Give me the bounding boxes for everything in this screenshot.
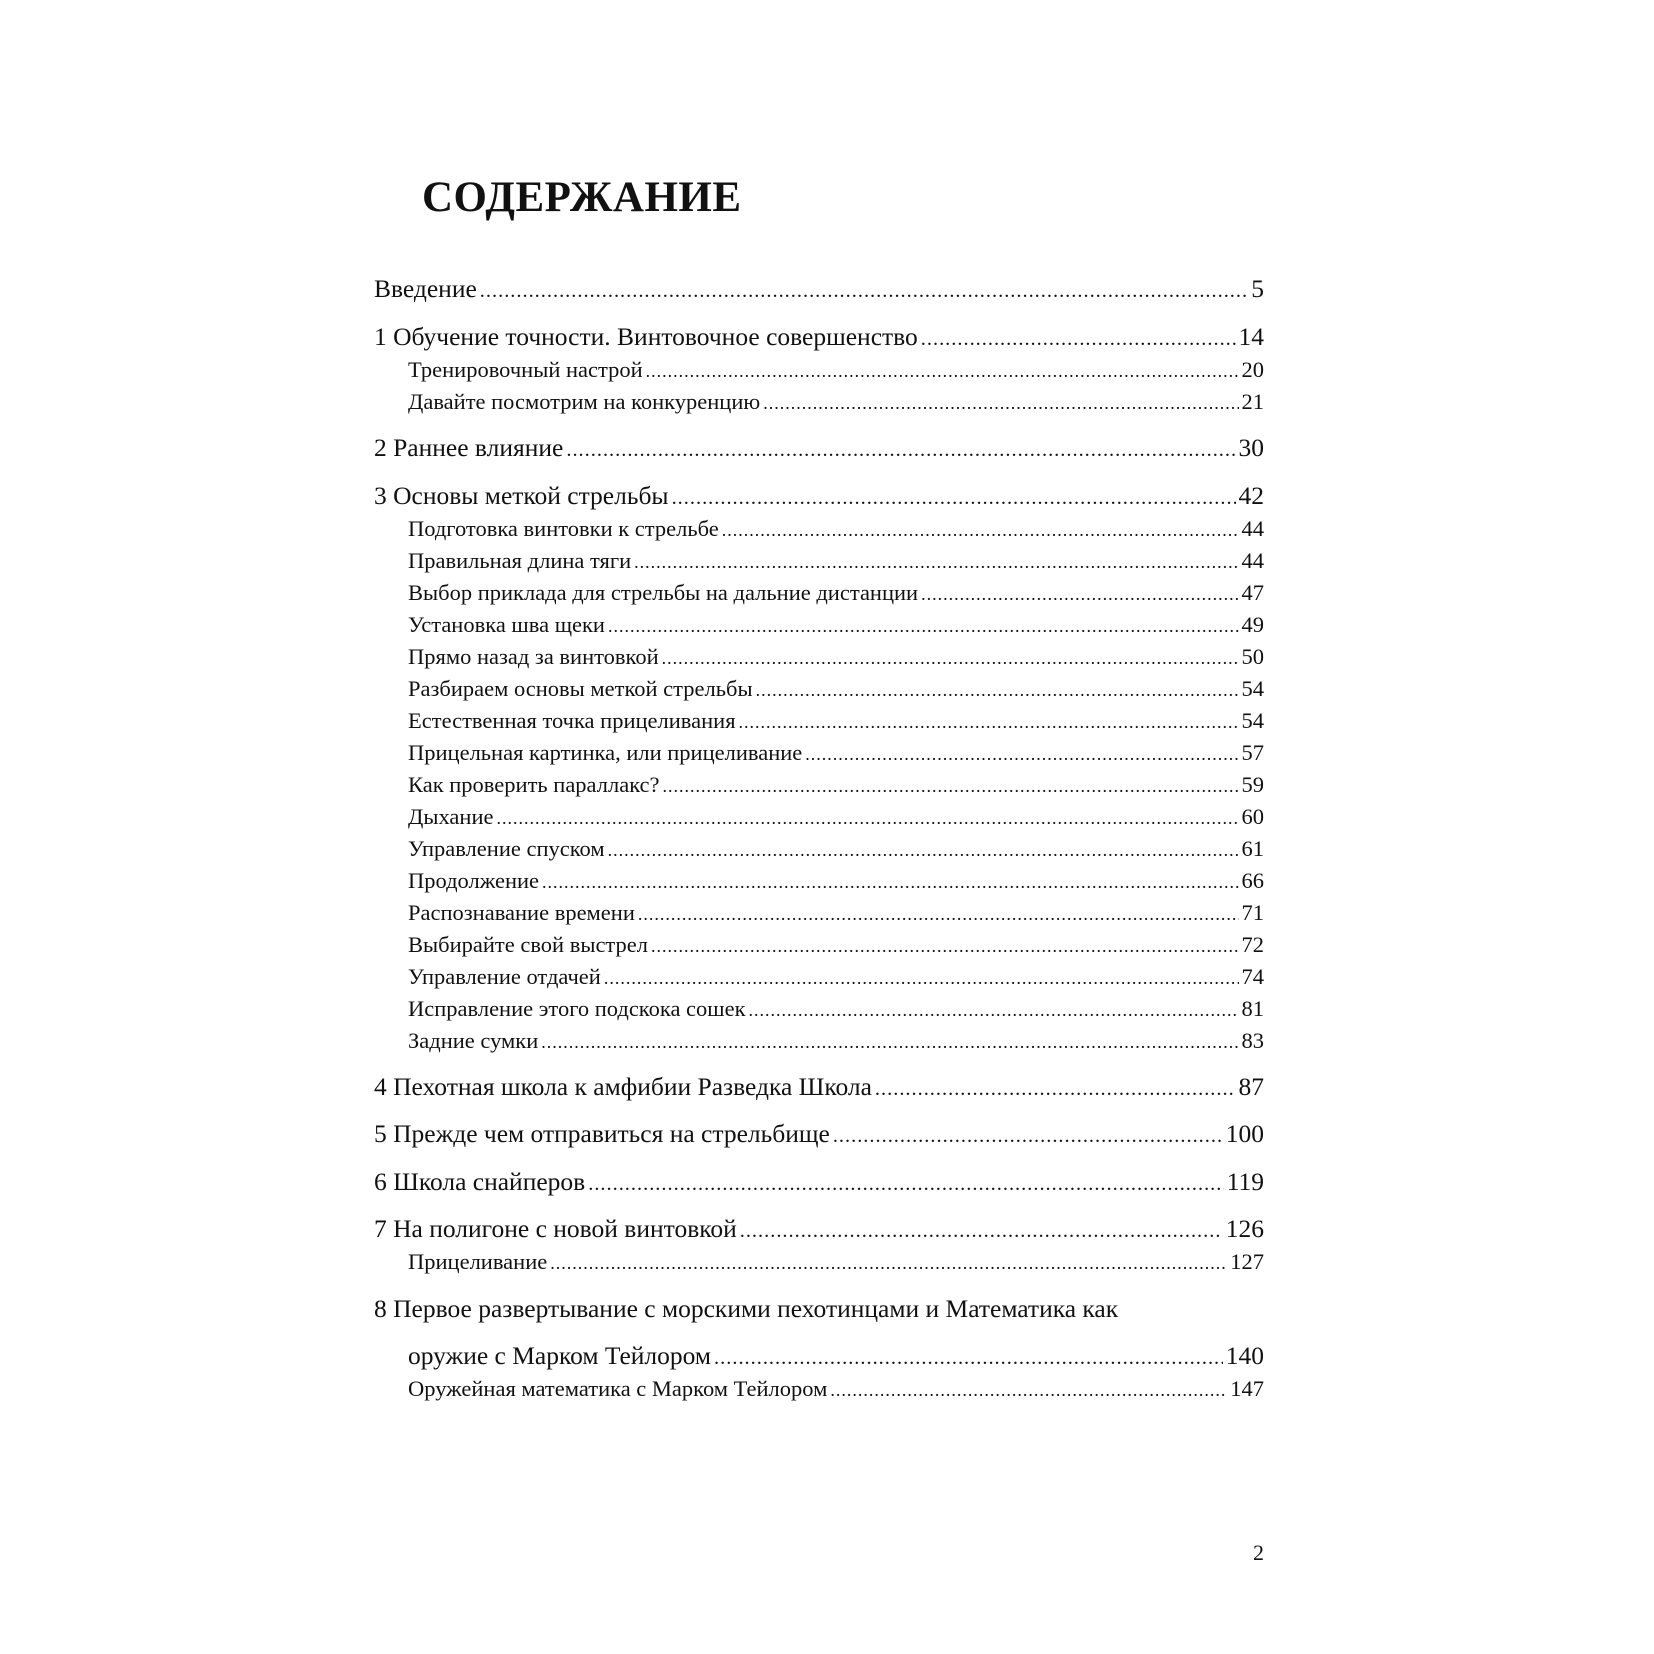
toc-entry-page: 54 (1241, 708, 1264, 733)
toc-section-entry (374, 770, 1264, 800)
toc-entry-page: 119 (1226, 1167, 1264, 1196)
toc-chapter-entry (374, 274, 1264, 304)
toc-entry-title: 5 Прежде чем отправиться на стрельбище (374, 1119, 830, 1148)
toc-entry-page: 147 (1230, 1376, 1264, 1401)
dot-leader (672, 481, 1236, 513)
toc-section-entry (374, 546, 1264, 576)
toc-entry-title: Установка шва щеки (408, 612, 605, 637)
toc-entry-page: 81 (1241, 996, 1264, 1021)
dot-leader (496, 802, 1238, 833)
toc-section-entry (374, 898, 1264, 928)
toc-entry-page: 42 (1238, 481, 1264, 510)
toc-entry-page: 74 (1241, 964, 1264, 989)
toc-entry-title: 7 На полигоне с новой винтовкой (374, 1214, 737, 1243)
dot-leader (604, 962, 1239, 993)
toc-entry-page: 72 (1241, 932, 1264, 957)
toc-entry-title: Как проверить параллакс? (408, 772, 660, 797)
dot-leader (763, 387, 1238, 418)
toc-entry-title: Давайте посмотрим на конкуренцию (408, 389, 761, 414)
toc-entry-page: 20 (1241, 357, 1264, 382)
dot-leader (566, 433, 1235, 465)
toc-entry-page: 83 (1241, 1028, 1264, 1053)
toc-entry-page: 100 (1225, 1119, 1264, 1148)
toc-section-entry (374, 834, 1264, 864)
toc-section-entry (374, 642, 1264, 672)
dot-leader (921, 322, 1236, 354)
toc-chapter-entry (374, 433, 1264, 463)
toc-section-entry (374, 930, 1264, 960)
toc-entry-page: 50 (1241, 644, 1264, 669)
toc-entry-page: 47 (1241, 580, 1264, 605)
dot-leader (550, 1247, 1227, 1278)
toc-chapter-entry (374, 1072, 1264, 1102)
dot-leader (739, 706, 1239, 737)
toc-entry-page: 59 (1241, 772, 1264, 797)
toc-section-entry (374, 802, 1264, 832)
dot-leader (833, 1119, 1223, 1151)
toc-entry-page: 44 (1241, 516, 1264, 541)
toc-section-entry (374, 514, 1264, 544)
toc-entry-page: 127 (1230, 1249, 1264, 1274)
toc-section-entry (374, 1026, 1264, 1056)
toc-entry-page: 140 (1225, 1341, 1264, 1370)
dot-leader (740, 1214, 1223, 1246)
toc-chapter-entry (374, 1214, 1264, 1244)
toc-section-entry (374, 387, 1264, 417)
dot-leader (608, 610, 1239, 641)
dot-leader (875, 1072, 1236, 1104)
page-number: 2 (1253, 1540, 1264, 1565)
toc-entry-title: Выбирайте свой выстрел (408, 932, 649, 957)
toc-entry-page: 57 (1241, 740, 1264, 765)
toc-entry-title: Дыхание (408, 804, 494, 829)
dot-leader (830, 1374, 1227, 1405)
page-title: СОДЕРЖАНИЕ (422, 174, 742, 221)
toc-section-entry (374, 962, 1264, 992)
toc-entry-title: 6 Школа снайперов (374, 1167, 586, 1196)
dot-leader (805, 738, 1238, 769)
toc-entry-title: 8 Первое развертывание с морскими пехотинцами и Математика как (374, 1294, 1119, 1323)
toc-entry-title: Естественная точка прицеливания (408, 708, 736, 733)
dot-leader (651, 930, 1238, 961)
toc-entry-title: Введение (374, 274, 477, 303)
toc-entry-title: Прицеливание (408, 1249, 548, 1274)
toc-entry-page: 21 (1241, 389, 1264, 414)
toc-entry-title: Задние сумки (408, 1028, 539, 1053)
dot-leader (588, 1167, 1223, 1199)
dot-leader (608, 834, 1239, 865)
dot-leader (634, 546, 1238, 577)
toc-section-entry (374, 994, 1264, 1024)
toc-chapter-entry (374, 1341, 1264, 1371)
toc-entry-title: оружие с Марком Тейлором (408, 1341, 712, 1370)
toc-entry-page: 14 (1238, 322, 1264, 351)
toc-chapter-entry (374, 322, 1264, 352)
dot-leader (722, 514, 1239, 545)
toc-entry-page: 126 (1225, 1214, 1264, 1243)
toc-entry-title: 3 Основы меткой стрельбы (374, 481, 669, 510)
toc-entry-page: 5 (1251, 274, 1264, 303)
dot-leader (542, 866, 1238, 897)
toc-chapter-entry (374, 481, 1264, 511)
toc-entry-title: Оружейная математика с Марком Тейлором (408, 1376, 828, 1401)
toc-entry-title: Тренировочный настрой (408, 357, 643, 382)
toc-entry-title: Подготовка винтовки к стрельбе (408, 516, 719, 541)
toc-section-entry (374, 866, 1264, 896)
toc-section-entry (374, 355, 1264, 385)
dot-leader (638, 898, 1239, 929)
dot-leader (646, 355, 1239, 386)
toc-section-entry (374, 610, 1264, 640)
dot-leader (662, 642, 1239, 673)
toc-entry-title: Продолжение (408, 868, 540, 893)
toc-section-entry (374, 1247, 1264, 1277)
toc-entry-title: Правильная длина тяги (408, 548, 632, 573)
toc-entry-page: 71 (1241, 900, 1264, 925)
toc-entry-title: Распознавание времени (408, 900, 635, 925)
toc-entry-page: 66 (1241, 868, 1264, 893)
toc-section-entry (374, 706, 1264, 736)
toc-entry-title: 1 Обучение точности. Винтовочное совершенство (374, 322, 918, 351)
toc-entry-page: 44 (1241, 548, 1264, 573)
toc-entry-title: 2 Раннее влияние (374, 433, 564, 462)
toc-section-entry (374, 674, 1264, 704)
toc-chapter-entry (374, 1119, 1264, 1149)
dot-leader (541, 1026, 1238, 1057)
dot-leader (921, 578, 1238, 609)
toc-chapter-entry (374, 1294, 1264, 1324)
toc-section-entry (374, 578, 1264, 608)
toc-chapter-entry (374, 1167, 1264, 1197)
toc-entry-page: 49 (1241, 612, 1264, 637)
toc-entry-title: Исправление этого подскока сошек (408, 996, 746, 1021)
dot-leader (756, 674, 1239, 705)
dot-leader (714, 1341, 1223, 1373)
toc-section-entry (374, 738, 1264, 768)
toc-section-entry (374, 1374, 1264, 1404)
toc-entry-page: 30 (1238, 433, 1264, 462)
dot-leader (663, 770, 1239, 801)
toc-entry-title: Разбираем основы меткой стрельбы (408, 676, 753, 701)
toc-entry-title: Управление спуском (408, 836, 605, 861)
toc-entry-page: 87 (1238, 1072, 1264, 1101)
toc-entry-title: Выбор приклада для стрельбы на дальние дистанции (408, 580, 919, 605)
dot-leader (480, 274, 1248, 306)
toc-entry-title: Прямо назад за винтовкой (408, 644, 659, 669)
toc-entry-page: 60 (1241, 804, 1264, 829)
toc-entry-title: 4 Пехотная школа к амфибии Разведка Школа (374, 1072, 872, 1101)
toc-entry-page: 54 (1241, 676, 1264, 701)
dot-leader (749, 994, 1239, 1025)
toc-entry-page: 61 (1241, 836, 1264, 861)
toc-entry-title: Прицельная картинка, или прицеливание (408, 740, 803, 765)
toc-entry-title: Управление отдачей (408, 964, 601, 989)
